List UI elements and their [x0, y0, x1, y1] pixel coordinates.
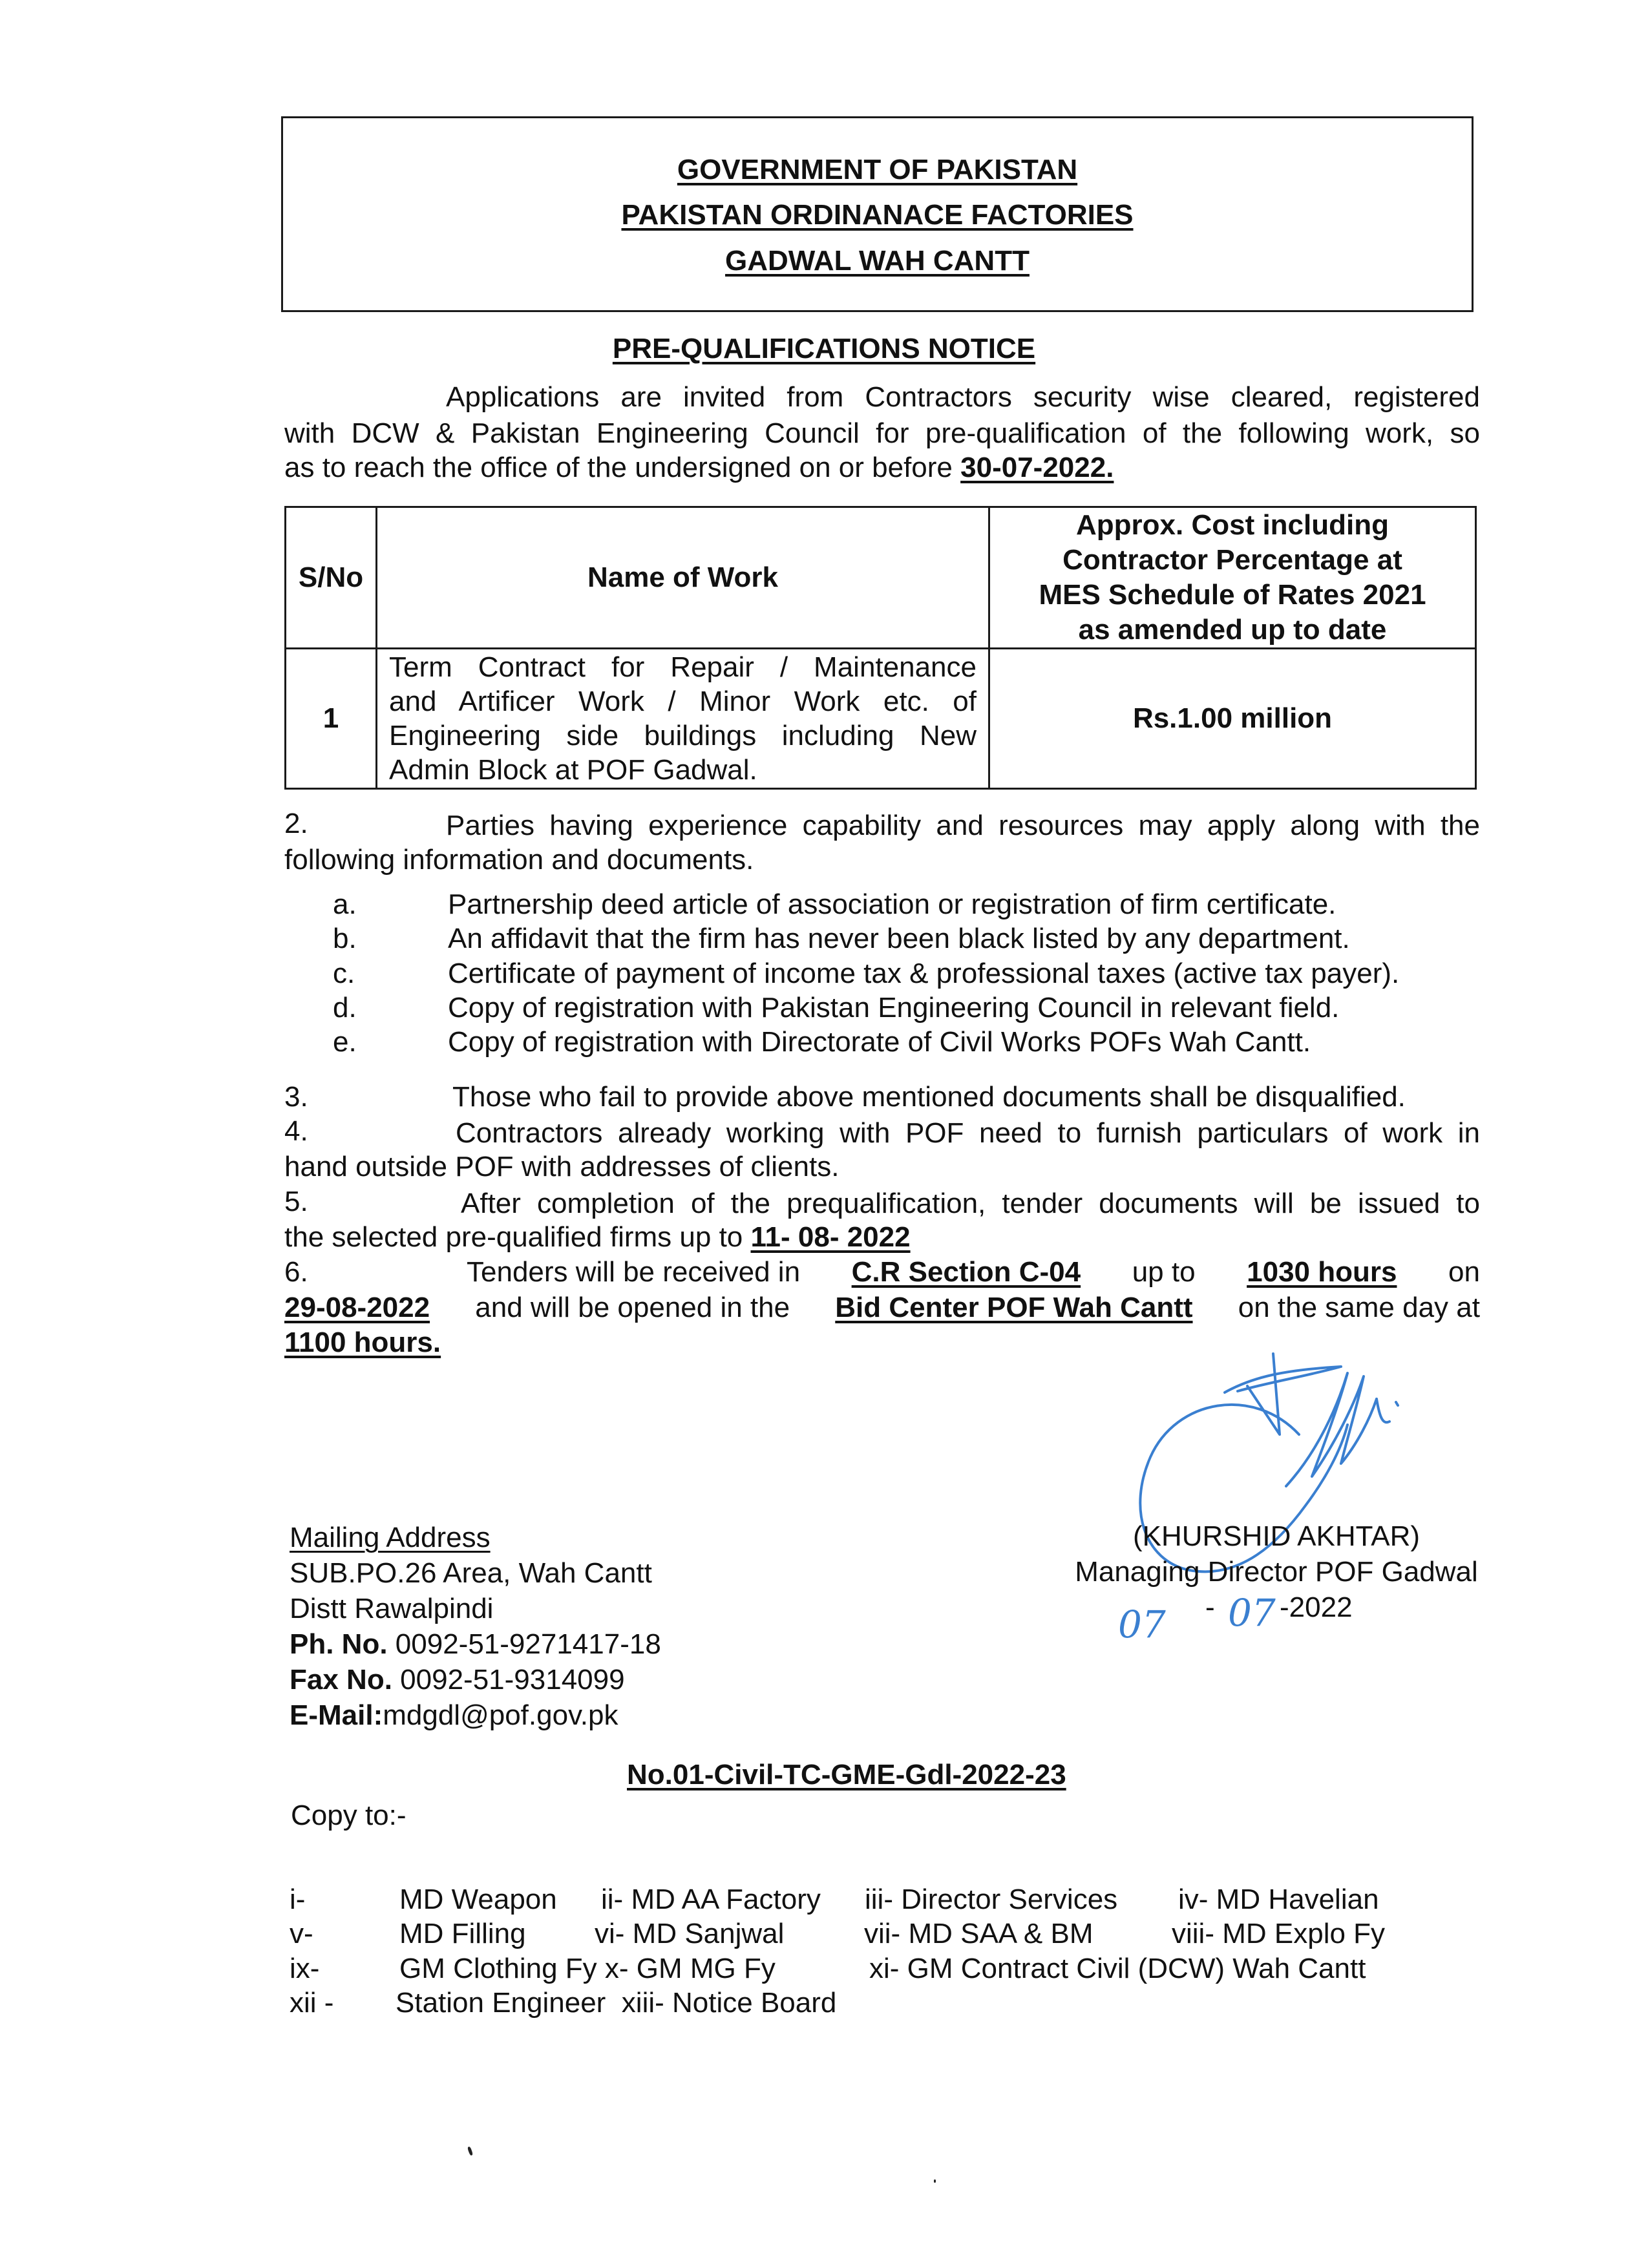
copy-to-recipient: vii- MD SAA & BM	[864, 1918, 1093, 1949]
para2-line-1: Parties having experience capability and resources may apply along with the	[446, 810, 1480, 841]
para5-line-2-text: the selected pre-qualified firms up to	[284, 1221, 743, 1253]
header-approx-cost	[989, 507, 1476, 649]
email-address: mdgdl@pof.gov.pk	[383, 1699, 618, 1731]
application-deadline: 30-07-2022.	[960, 452, 1114, 483]
header-organization: PAKISTAN ORDINANACE FACTORIES	[621, 199, 1134, 231]
scan-speck	[467, 2147, 473, 2156]
copy-to-numeral: i-	[290, 1884, 306, 1915]
table-row	[286, 649, 1476, 789]
intro-line-2: with DCW & Pakistan Engineering Council for pre-qualification of the following work, so	[284, 417, 1480, 449]
signature-stroke	[1396, 1402, 1398, 1405]
para5-number: 5.	[284, 1186, 308, 1217]
para2-number: 2.	[284, 808, 308, 839]
reference-number: No.01-Civil-TC-GME-Gdl-2022-23	[627, 1759, 1066, 1790]
para5-line-2	[284, 1223, 911, 1252]
para6-text: up to	[1132, 1256, 1196, 1288]
list-item-label: b.	[333, 923, 357, 954]
cell-approx-cost: Rs.1.00 million	[989, 649, 1476, 789]
copy-to-label: Copy to:-	[291, 1800, 407, 1831]
tender-issue-date: 11- 08- 2022	[750, 1221, 911, 1253]
header-cost-line: MES Schedule of Rates 2021	[1039, 579, 1426, 611]
copy-to-recipient: iv- MD Havelian	[1178, 1884, 1379, 1915]
copy-to-recipient: GM Clothing Fy x- GM MG Fy	[399, 1953, 776, 1984]
handwritten-day: 07	[1118, 1602, 1166, 1646]
signature-stroke	[1377, 1399, 1389, 1422]
copy-to-recipient: Station Engineer xiii- Notice Board	[396, 1987, 837, 2019]
table-header-row	[286, 507, 1476, 649]
list-item-label: e.	[333, 1026, 357, 1058]
list-item-label: c.	[333, 958, 355, 989]
para2-line-2: following information and documents.	[284, 844, 754, 876]
tender-receipt-date: 29-08-2022	[284, 1292, 430, 1323]
header-box	[281, 116, 1474, 312]
copy-to-recipient: viii- MD Explo Fy	[1172, 1918, 1386, 1949]
header-location: GADWAL WAH CANTT	[725, 245, 1030, 277]
para4-number: 4.	[284, 1115, 308, 1147]
header-government: GOVERNMENT OF PAKISTAN	[677, 154, 1078, 185]
date-separator: -	[1205, 1591, 1215, 1623]
copy-to-numeral: ix-	[290, 1953, 320, 1984]
scan-speck	[934, 2179, 936, 2183]
header-cost-line: Approx. Cost including	[1076, 509, 1389, 541]
header-name-of-work: Name of Work	[377, 507, 989, 649]
para6-text: on the same day at	[1238, 1292, 1480, 1323]
address-line: SUB.PO.26 Area, Wah Cantt	[290, 1557, 652, 1589]
signature-stroke	[1286, 1373, 1377, 1486]
para6-text: on	[1448, 1256, 1480, 1288]
bid-opening-location: Bid Center POF Wah Cantt	[835, 1292, 1193, 1323]
work-description-line: Engineering side buildings including New	[389, 720, 977, 751]
para4-line-1: Contractors already working with POF need to furnish particulars of work in	[456, 1117, 1480, 1149]
para6-line-2	[284, 1294, 1480, 1322]
para6-text: Tenders will be received in	[467, 1256, 801, 1288]
list-item: Copy of registration with Pakistan Engineering Council in relevant field.	[448, 992, 1340, 1024]
signatory-name: (KHURSHID AKHTAR)	[1132, 1520, 1421, 1552]
copy-to-numeral: xii -	[290, 1987, 334, 2019]
para6-number: 6.	[284, 1256, 308, 1288]
mailing-address-heading: Mailing Address	[290, 1522, 491, 1553]
para6-text: and will be opened in the	[475, 1292, 790, 1323]
list-item-label: d.	[333, 992, 357, 1024]
header-cost-line: as amended up to date	[1078, 614, 1387, 646]
work-description-line: and Artificer Work / Minor Work etc. of	[389, 686, 977, 717]
tender-receipt-location: C.R Section C-04	[851, 1256, 1081, 1288]
intro-line-3	[284, 454, 1114, 482]
signature-stroke	[1247, 1354, 1280, 1434]
copy-to-recipient: MD Weapon	[399, 1884, 557, 1915]
address-line: Distt Rawalpindi	[290, 1593, 494, 1624]
phone-number: 0092-51-9271417-18	[395, 1628, 661, 1660]
fax-number: 0092-51-9314099	[400, 1664, 625, 1696]
fax-label: Fax No.	[290, 1664, 392, 1696]
work-description	[377, 650, 988, 787]
list-item: Copy of registration with Directorate of Civil Works POFs Wah Cantt.	[448, 1026, 1311, 1058]
tender-receipt-time: 1030 hours	[1247, 1256, 1397, 1288]
para6-line-1	[467, 1258, 1480, 1286]
fax-line	[290, 1666, 625, 1694]
signature-icon	[1092, 1347, 1428, 1632]
intro-line-1: Applications are invited from Contractors security wise cleared, registered	[446, 381, 1480, 413]
copy-to-recipient: MD Filling	[399, 1918, 526, 1949]
copy-to-recipient: ii- MD AA Factory	[601, 1884, 821, 1915]
phone-label: Ph. No.	[290, 1628, 388, 1660]
signature-stroke	[1225, 1367, 1341, 1392]
work-description-line: Term Contract for Repair / Maintenance	[389, 651, 977, 683]
handwritten-month: 07	[1228, 1591, 1276, 1635]
list-item: Certificate of payment of income tax & professional taxes (active tax payer).	[448, 958, 1400, 989]
para5-line-1: After completion of the prequalification, tender documents will be issued to	[461, 1188, 1480, 1219]
copy-to-recipient: iii- Director Services	[865, 1884, 1118, 1915]
copy-to-numeral: v-	[290, 1918, 313, 1949]
para3-text: Those who fail to provide above mentioned documents shall be disqualified.	[452, 1081, 1406, 1113]
signature-date-year: -2022	[1280, 1591, 1353, 1623]
bid-opening-time: 1100 hours.	[284, 1327, 441, 1358]
copy-to-recipient: vi- MD Sanjwal	[595, 1918, 785, 1949]
list-item: Partnership deed article of association or registration of firm certificate.	[448, 888, 1336, 920]
list-item: An affidavit that the firm has never been black listed by any department.	[448, 923, 1350, 954]
email-label: E-Mail:	[290, 1699, 383, 1731]
notice-title: PRE-QUALIFICATIONS NOTICE	[612, 333, 1036, 364]
phone-line	[290, 1630, 661, 1659]
para4-line-2: hand outside POF with addresses of clients.	[284, 1151, 840, 1182]
work-table	[284, 506, 1477, 790]
para3-number: 3.	[284, 1081, 308, 1113]
header-sno: S/No	[286, 507, 377, 649]
cell-sno: 1	[286, 649, 377, 789]
email-line	[290, 1701, 618, 1730]
list-item-label: a.	[333, 888, 357, 920]
cell-name-of-work	[377, 649, 989, 789]
signatory-title: Managing Director POF Gadwal	[1075, 1556, 1478, 1588]
intro-line-3-text: as to reach the office of the undersigned on or before	[284, 452, 953, 483]
copy-to-recipient: xi- GM Contract Civil (DCW) Wah Cantt	[869, 1953, 1366, 1984]
header-cost-line: Contractor Percentage at	[1062, 544, 1402, 576]
work-description-line: Admin Block at POF Gadwal.	[389, 754, 757, 786]
